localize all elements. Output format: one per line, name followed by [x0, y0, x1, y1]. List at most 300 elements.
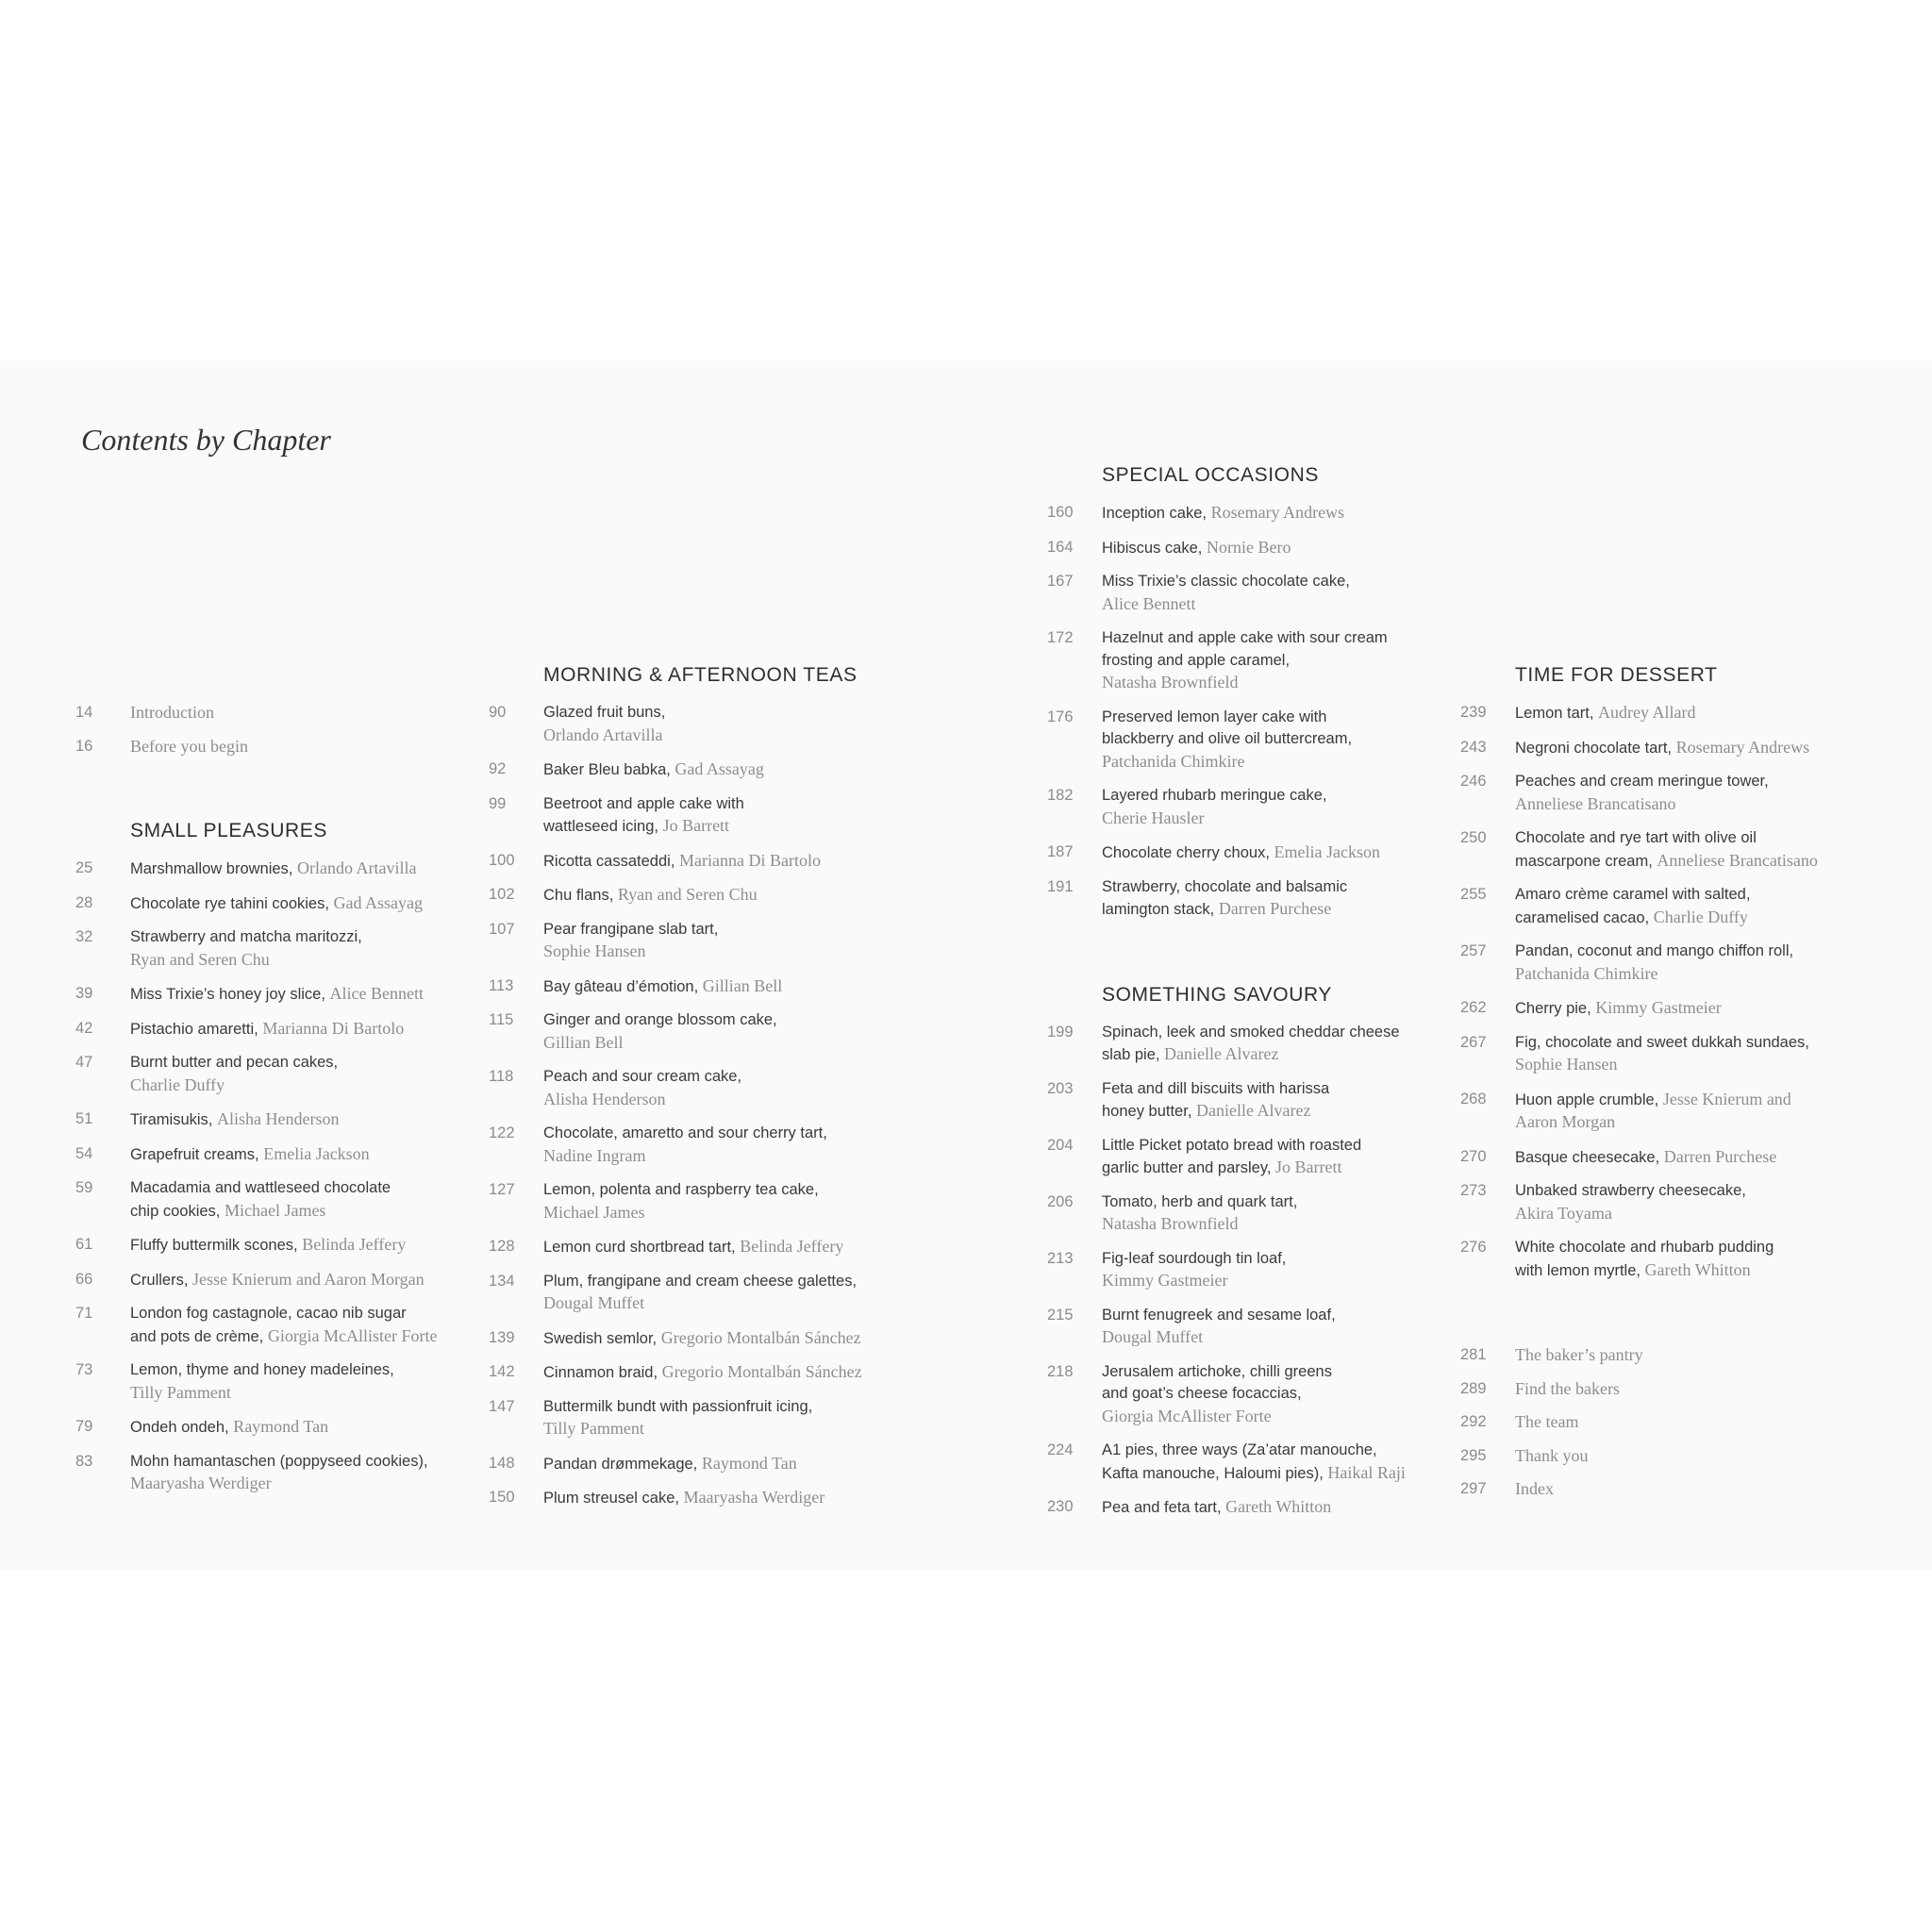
page-number: 42 — [75, 1019, 93, 1037]
baker-name: Maaryasha Werdiger — [130, 1474, 272, 1492]
page-number: 59 — [75, 1179, 93, 1196]
page-number: 28 — [75, 893, 93, 911]
entry-text — [130, 1451, 470, 1496]
recipe-title: Negroni chocolate tart, — [1515, 739, 1676, 757]
recipe-title: Strawberry, chocolate and balsamic lamington stack, — [1102, 877, 1348, 918]
contents-entry — [1047, 1135, 1443, 1180]
entry-text — [130, 1359, 470, 1405]
contents-entry — [75, 736, 472, 758]
contents-entry — [1047, 707, 1443, 774]
recipe-title: Macadamia and wattleseed chocolate chip cookies, — [130, 1179, 391, 1220]
recipe-title: Burnt butter and pecan cakes, — [130, 1054, 339, 1071]
contents-entry — [1047, 876, 1443, 922]
recipe-title: Chocolate, amaretto and sour cherry tart, — [543, 1124, 827, 1141]
recipe-title: Beetroot and apple cake with wattleseed icing, — [543, 794, 744, 835]
page-number: 250 — [1460, 829, 1487, 846]
baker-name: Belinda Jeffery — [302, 1235, 407, 1254]
contents-entry — [489, 975, 885, 999]
page-number: 90 — [489, 704, 507, 721]
page-number: 32 — [75, 928, 93, 945]
page-number: 147 — [489, 1397, 515, 1415]
recipe-title: A1 pies, three ways (Za’atar manouche, Kafta manouche, Haloumi pies), — [1102, 1441, 1377, 1482]
entry-text — [543, 1327, 883, 1351]
page-number: 289 — [1460, 1379, 1487, 1397]
contents-entry — [1460, 1032, 1857, 1077]
contents-entry — [75, 1416, 472, 1440]
section-title: Before you begin — [130, 736, 248, 756]
page-number: 83 — [75, 1452, 93, 1470]
recipe-title: Miss Trixie’s classic chocolate cake, — [1102, 573, 1350, 590]
entry-text — [1102, 1135, 1441, 1180]
recipe-title: Spinach, leek and smoked cheddar cheese slab pie, — [1102, 1023, 1400, 1063]
contents-entry — [1047, 785, 1443, 830]
contents-entry — [489, 1487, 885, 1510]
entry-text — [543, 1487, 883, 1510]
something-savoury-list — [1047, 1022, 1443, 1520]
page-number: 292 — [1460, 1413, 1487, 1430]
recipe-title: Chocolate rye tahini cookies, — [130, 894, 334, 912]
entry-text — [543, 702, 883, 747]
entry-text — [1102, 627, 1441, 695]
entry-text — [130, 1052, 470, 1097]
entry-text — [1515, 941, 1855, 986]
page-number: 54 — [75, 1144, 93, 1162]
contents-spread — [0, 360, 1932, 1570]
baker-name: Nornie Bero — [1206, 537, 1291, 557]
recipe-title: Basque cheesecake, — [1515, 1148, 1664, 1166]
recipe-title: Grapefruit creams, — [130, 1145, 264, 1163]
contents-entry — [1460, 1180, 1857, 1225]
baker-name: Dougal Muffet — [543, 1293, 645, 1312]
page-number: 167 — [1047, 573, 1074, 590]
contents-entry — [75, 1234, 472, 1257]
page-number: 215 — [1047, 1306, 1074, 1324]
baker-name: Danielle Alvarez — [1164, 1044, 1279, 1063]
baker-name: Patchanida Chimkire — [1102, 751, 1245, 771]
page-number: 134 — [489, 1272, 515, 1290]
page-number: 66 — [75, 1270, 93, 1288]
recipe-title: Amaro crème caramel with salted, caramelised cacao, — [1515, 886, 1751, 926]
entry-text — [1515, 997, 1855, 1021]
section-title: The team — [1515, 1412, 1579, 1431]
recipe-title: Ricotta cassateddi, — [543, 852, 679, 870]
baker-name: Rosemary Andrews — [1675, 737, 1810, 757]
contents-entry — [489, 1271, 885, 1316]
recipe-title: Pandan drømmekage, — [543, 1455, 702, 1473]
page-number: 213 — [1047, 1249, 1074, 1267]
baker-name: Giorgia McAllister Forte — [267, 1325, 438, 1345]
recipe-title: Mohn hamantaschen (poppyseed cookies), — [130, 1452, 428, 1470]
entry-text — [130, 1018, 470, 1041]
baker-name: Alisha Henderson — [216, 1109, 340, 1128]
contents-entry — [1047, 502, 1443, 525]
contents-entry — [489, 1179, 885, 1224]
entry-text — [1515, 1032, 1855, 1077]
page-number: 267 — [1460, 1033, 1487, 1051]
recipe-title: Chu flans, — [543, 887, 618, 904]
page-number: 115 — [489, 1011, 514, 1028]
page-number: 164 — [1047, 538, 1074, 556]
page-number: 255 — [1460, 886, 1487, 903]
entry-text — [1515, 884, 1855, 929]
baker-name: Jo Barrett — [662, 816, 730, 835]
entry-text — [1102, 537, 1441, 560]
page-number: 150 — [489, 1489, 515, 1506]
baker-name: Anneliese Brancatisano — [1657, 850, 1818, 870]
page-number: 176 — [1047, 708, 1074, 725]
page-number: 113 — [489, 976, 514, 994]
contents-entry — [1047, 537, 1443, 560]
contents-entry — [1047, 571, 1443, 616]
page-number: 61 — [75, 1236, 93, 1253]
page-number: 199 — [1047, 1023, 1074, 1041]
baker-name: Kimmy Gastmeier — [1595, 998, 1722, 1017]
recipe-title: Inception cake, — [1102, 505, 1211, 522]
contents-entry — [1460, 1089, 1857, 1135]
entry-text — [1102, 571, 1441, 616]
baker-name: Jo Barrett — [1275, 1158, 1342, 1176]
chapter-heading-special-occasions: SPECIAL OCCASIONS — [1102, 464, 1319, 486]
baker-name: Rosemary Andrews — [1210, 503, 1345, 522]
contents-entry — [1460, 1478, 1857, 1501]
contents-entry — [1460, 941, 1857, 986]
baker-name: Michael James — [543, 1202, 645, 1222]
contents-entry — [1460, 827, 1857, 873]
page-number: 51 — [75, 1110, 93, 1127]
chapter-heading-something-savoury: SOMETHING SAVOURY — [1102, 983, 1332, 1006]
baker-name: Danielle Alvarez — [1196, 1101, 1311, 1120]
baker-name: Orlando Artavilla — [296, 858, 417, 877]
section-title: Introduction — [130, 703, 214, 722]
recipe-title: Chocolate cherry choux, — [1102, 844, 1274, 861]
contents-entry — [1047, 1248, 1443, 1293]
entry-text — [1515, 1237, 1855, 1282]
contents-entry — [489, 702, 885, 747]
recipe-title: Pistachio amaretti, — [130, 1020, 263, 1038]
baker-name: Raymond Tan — [233, 1417, 329, 1436]
page-number: 39 — [75, 985, 93, 1002]
entry-text — [543, 1453, 883, 1476]
contents-entry — [1047, 1305, 1443, 1350]
page-number: 128 — [489, 1238, 515, 1255]
recipe-title: Fluffy buttermilk scones, — [130, 1237, 303, 1254]
contents-entry — [1460, 1445, 1857, 1468]
page-number: 107 — [489, 920, 515, 938]
baker-name: Gillian Bell — [543, 1032, 624, 1052]
page-number: 224 — [1047, 1441, 1074, 1458]
contents-entry — [75, 983, 472, 1007]
section-title: Index — [1515, 1479, 1554, 1498]
contents-entry — [1047, 1022, 1443, 1067]
page-number: 139 — [489, 1328, 515, 1346]
page-title: Contents by Chapter — [81, 423, 331, 457]
column-morning-teas — [489, 664, 885, 1522]
baker-name: Cherie Hausler — [1102, 808, 1205, 827]
entry-text — [543, 1236, 883, 1259]
entry-text — [1102, 1022, 1441, 1067]
entry-text — [543, 884, 883, 908]
contents-entry — [489, 1123, 885, 1168]
baker-name: Sophie Hansen — [1515, 1055, 1618, 1074]
recipe-title: Peaches and cream meringue tower, — [1515, 773, 1769, 790]
recipe-title: Fig-leaf sourdough tin loaf, — [1102, 1249, 1287, 1267]
section-title: The baker’s pantry — [1515, 1345, 1643, 1364]
baker-name: Natasha Brownfield — [1102, 1214, 1239, 1233]
contents-entry — [75, 1269, 472, 1292]
contents-entry — [75, 1359, 472, 1405]
recipe-title: Glazed fruit buns, — [543, 704, 666, 721]
page-number: 270 — [1460, 1147, 1487, 1165]
recipe-title: Ginger and orange blossom cake, — [543, 1011, 777, 1028]
entry-text — [1515, 827, 1855, 873]
recipe-title: Plum streusel cake, — [543, 1490, 684, 1507]
morning-teas-list — [489, 702, 885, 1510]
page-number: 239 — [1460, 704, 1487, 721]
recipe-title: Swedish semlor, — [543, 1329, 661, 1347]
recipe-title: Lemon, polenta and raspberry tea cake, — [543, 1181, 819, 1198]
contents-entry — [1460, 884, 1857, 929]
recipe-title: Hazelnut and apple cake with sour cream frosting and apple caramel, — [1102, 629, 1388, 669]
entry-text — [543, 1271, 883, 1316]
contents-entry — [489, 1009, 885, 1055]
contents-entry — [1460, 1237, 1857, 1282]
page-number: 187 — [1047, 843, 1074, 860]
recipe-title: Buttermilk bundt with passionfruit icing, — [543, 1397, 813, 1415]
page-number: 203 — [1047, 1079, 1074, 1097]
baker-name: Gareth Whitton — [1644, 1259, 1751, 1279]
contents-entry — [489, 919, 885, 964]
entry-text — [543, 919, 883, 964]
baker-name: Gareth Whitton — [1225, 1497, 1332, 1516]
entry-text — [130, 892, 470, 916]
entry-text — [1102, 1248, 1441, 1293]
entry-text — [130, 1108, 470, 1132]
contents-entry — [1460, 702, 1857, 725]
baker-name: Gad Assayag — [333, 892, 424, 912]
baker-name: Dougal Muffet — [1102, 1327, 1204, 1346]
contents-entry — [1047, 841, 1443, 865]
baker-name: Jesse Knierum and Aaron Morgan — [1515, 1089, 1791, 1131]
contents-entry — [1460, 771, 1857, 816]
contents-entry — [1047, 627, 1443, 695]
baker-name: Charlie Duffy — [1653, 907, 1748, 926]
page-number: 14 — [75, 704, 93, 721]
baker-name: Charlie Duffy — [130, 1074, 225, 1094]
baker-name: Orlando Artavilla — [543, 724, 663, 744]
entry-text — [543, 793, 883, 839]
entry-text — [1102, 1191, 1441, 1237]
page-number: 206 — [1047, 1192, 1074, 1210]
entry-text — [1515, 1146, 1855, 1170]
recipe-title: Burnt fenugreek and sesame loaf, — [1102, 1306, 1336, 1324]
entry-text — [543, 1066, 883, 1111]
recipe-title: Peach and sour cream cake, — [543, 1068, 742, 1085]
page-number: 160 — [1047, 504, 1074, 521]
contents-entry — [489, 1066, 885, 1111]
contents-entry — [75, 1143, 472, 1167]
contents-entry — [489, 1453, 885, 1476]
back-matter-list — [1460, 1344, 1857, 1501]
entry-text — [543, 850, 883, 874]
baker-name: Emelia Jackson — [263, 1143, 370, 1163]
entry-text — [130, 1143, 470, 1167]
contents-entry — [1460, 1411, 1857, 1434]
front-matter-list — [75, 702, 472, 758]
recipe-title: Strawberry and matcha maritozzi, — [130, 928, 362, 945]
chapter-heading-time-for-dessert: TIME FOR DESSERT — [1515, 664, 1718, 686]
contents-entry — [75, 702, 472, 724]
entry-text — [543, 1179, 883, 1224]
recipe-title: Tomato, herb and quark tart, — [1102, 1192, 1298, 1210]
column-dessert-and-back — [1460, 664, 1857, 1512]
recipe-title: Bay gâteau d’émotion, — [543, 977, 703, 995]
recipe-title: Feta and dill biscuits with harissa honey butter, — [1102, 1079, 1330, 1120]
baker-name: Natasha Brownfield — [1102, 673, 1239, 691]
contents-entry — [75, 858, 472, 881]
page-number: 182 — [1047, 787, 1074, 804]
contents-entry — [489, 793, 885, 839]
contents-entry — [1460, 997, 1857, 1021]
baker-name: Jesse Knierum and Aaron Morgan — [192, 1269, 425, 1289]
entry-text — [130, 1303, 470, 1348]
contents-entry — [75, 892, 472, 916]
contents-entry — [489, 1361, 885, 1385]
recipe-title: Ondeh ondeh, — [130, 1419, 234, 1436]
recipe-title: Pea and feta tart, — [1102, 1499, 1226, 1516]
page-number: 16 — [75, 737, 93, 755]
page-number: 218 — [1047, 1362, 1074, 1380]
recipe-title: Baker Bleu babka, — [543, 761, 675, 778]
page-number: 92 — [489, 760, 507, 777]
baker-name: Ryan and Seren Chu — [130, 949, 270, 969]
baker-name: Alice Bennett — [329, 984, 424, 1003]
contents-entry — [489, 1236, 885, 1259]
page-number: 246 — [1460, 773, 1487, 790]
entry-text — [543, 1123, 883, 1168]
page-number: 47 — [75, 1054, 93, 1071]
recipe-title: Jerusalem artichoke, chilli greens and goat’s cheese focaccias, — [1102, 1362, 1332, 1402]
page-number: 73 — [75, 1361, 93, 1378]
entry-text — [1102, 1305, 1441, 1350]
page-number: 268 — [1460, 1090, 1487, 1108]
recipe-title: Cinnamon braid, — [543, 1364, 662, 1381]
page-number: 79 — [75, 1418, 93, 1435]
entry-text — [1102, 876, 1441, 922]
entry-text — [543, 758, 883, 782]
entry-text — [1102, 1078, 1441, 1124]
contents-entry — [489, 1327, 885, 1351]
recipe-title: Lemon tart, — [1515, 705, 1599, 722]
baker-name: Tilly Pamment — [543, 1419, 644, 1438]
recipe-title: White chocolate and rhubarb pudding with lemon myrtle, — [1515, 1239, 1774, 1279]
page-number: 142 — [489, 1363, 515, 1380]
baker-name: Maaryasha Werdiger — [683, 1488, 825, 1507]
contents-entry — [1460, 737, 1857, 760]
contents-entry — [75, 1303, 472, 1348]
page-number: 122 — [489, 1124, 515, 1141]
entry-text — [1102, 707, 1441, 774]
page-number: 25 — [75, 859, 93, 876]
contents-entry — [1047, 1078, 1443, 1124]
baker-name: Giorgia McAllister Forte — [1102, 1406, 1272, 1425]
page-number: 148 — [489, 1454, 515, 1472]
entry-text — [1515, 702, 1855, 725]
baker-name: Gad Assayag — [675, 759, 764, 778]
special-occasions-list — [1047, 502, 1443, 922]
baker-name: Marianna Di Bartolo — [262, 1018, 405, 1038]
entry-text — [1102, 1496, 1441, 1520]
entry-text — [543, 1396, 883, 1441]
entry-text — [130, 1416, 470, 1440]
contents-entry — [1460, 1344, 1857, 1367]
page-number: 295 — [1460, 1446, 1487, 1464]
entry-text — [543, 1361, 883, 1385]
contents-entry — [75, 926, 472, 972]
contents-entry — [489, 884, 885, 908]
recipe-title: Fig, chocolate and sweet dukkah sundaes, — [1515, 1033, 1809, 1051]
time-for-dessert-list — [1460, 702, 1857, 1282]
recipe-title: Lemon curd shortbread tart, — [543, 1239, 741, 1256]
entry-text — [1515, 1180, 1855, 1225]
contents-entry — [1047, 1191, 1443, 1237]
contents-entry — [75, 1018, 472, 1041]
recipe-title: Hibiscus cake, — [1102, 539, 1207, 557]
recipe-title: Huon apple crumble, — [1515, 1091, 1663, 1108]
contents-entry — [75, 1177, 472, 1223]
page-number: 172 — [1047, 629, 1074, 646]
recipe-title: Preserved lemon layer cake with blackberry and olive oil buttercream, — [1102, 708, 1353, 747]
page-number: 204 — [1047, 1136, 1074, 1154]
baker-name: Marianna Di Bartolo — [679, 850, 821, 870]
recipe-title: Chocolate and rye tart with olive oil mascarpone cream, — [1515, 829, 1757, 870]
baker-name: Gregorio Montalbán Sánchez — [661, 1362, 862, 1381]
entry-text — [543, 975, 883, 999]
entry-text — [130, 1177, 470, 1223]
recipe-title: Cherry pie, — [1515, 1000, 1596, 1017]
entry-text — [1515, 1089, 1855, 1135]
baker-name: Akira Toyama — [1515, 1203, 1612, 1223]
entry-text — [130, 926, 470, 972]
page-number: 273 — [1460, 1182, 1487, 1199]
baker-name: Ryan and Seren Chu — [617, 885, 758, 904]
page-number: 262 — [1460, 999, 1487, 1016]
chapter-heading-morning-teas: MORNING & AFTERNOON TEAS — [543, 664, 858, 686]
recipe-title: Crullers, — [130, 1271, 193, 1289]
baker-name: Gillian Bell — [702, 975, 783, 995]
entry-text — [1102, 1440, 1441, 1485]
chapter-heading-small-pleasures: SMALL PLEASURES — [130, 820, 327, 841]
page-number: 118 — [489, 1068, 514, 1085]
baker-name: Nadine Ingram — [543, 1145, 646, 1165]
page-number: 281 — [1460, 1346, 1487, 1363]
recipe-title: Marshmallow brownies, — [130, 860, 297, 877]
recipe-title: Pandan, coconut and mango chiffon roll, — [1515, 942, 1794, 959]
recipe-title: Unbaked strawberry cheesecake, — [1515, 1182, 1746, 1199]
contents-entry — [489, 1396, 885, 1441]
recipe-title: Pear frangipane slab tart, — [543, 920, 719, 938]
page-number: 191 — [1047, 877, 1074, 895]
page-number: 230 — [1047, 1498, 1074, 1515]
entry-text — [1102, 1361, 1441, 1429]
page-number: 127 — [489, 1181, 515, 1198]
column-front-and-small-pleasures — [75, 702, 472, 1507]
section-title: Find the bakers — [1515, 1378, 1620, 1398]
section-title: Thank you — [1515, 1445, 1589, 1465]
page-number: 276 — [1460, 1239, 1487, 1256]
baker-name: Belinda Jeffery — [740, 1237, 844, 1256]
contents-entry — [1460, 1146, 1857, 1170]
entry-text — [130, 983, 470, 1007]
